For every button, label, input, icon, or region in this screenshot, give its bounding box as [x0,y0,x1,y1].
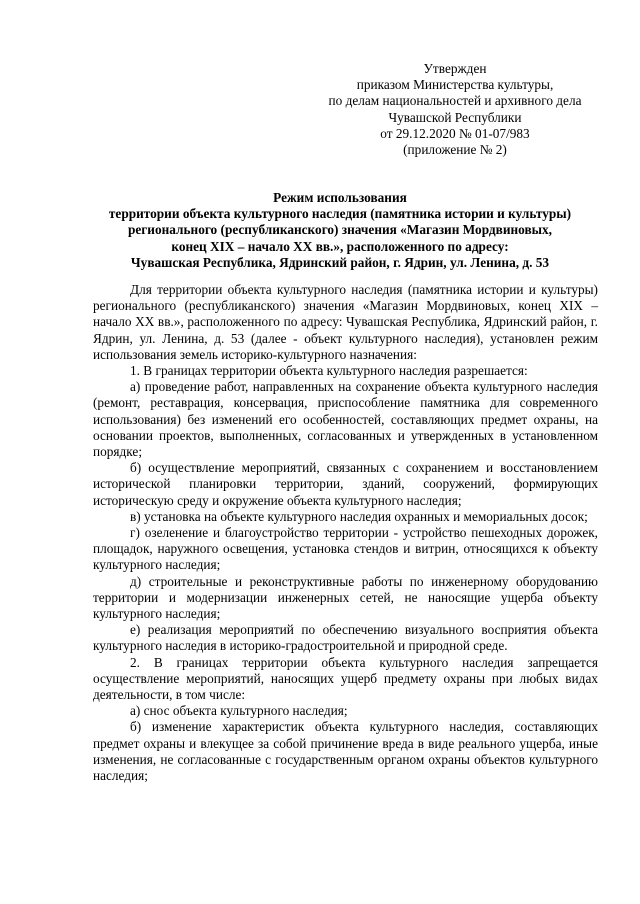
approval-line: приказом Министерства культуры, [356,77,554,93]
section-2-item-b: б) изменение характеристик объекта культурного наследия, составляющих предмет охраны и влекущее за собой причинение вреда в виде реального ущерба, иные изменения, не согласованные с государственным органом охраны объектов культурного наследия; [93,719,598,784]
intro-paragraph: Для территории объекта культурного наследия (памятника истории и культуры) регионального (республиканского) значения «Магазин Мордвиновых, конец XIX – начало XX вв.», расположенного по адресу: Чувашская Республика, Ядринский район, г. Ядрин, ул. Ленина, д. 53 (далее - объект культурного наследия), установлен режим использования земель историко-культурного назначения: [93,282,598,362]
section-1-heading: 1. В границах территории объекта культурного наследия разрешается: [130,363,528,379]
section-1-item-b: б) осуществление мероприятий, связанных с сохранением и восстановлением исторической планировки территории, зданий, сооружений, формирующих историческую среду и окружение объекта культурного наследия; [93,460,598,508]
section-1-item-a: а) проведение работ, направленных на сохранение объекта культурного наследия (ремонт, реставрация, консервация, приспособление памятника для современного использования) без изменений его особенностей, составляющих предмет охраны, на основании проектов, выполненных, согласованных и утвержденных в установленном порядке; [93,379,598,460]
approval-line: (приложение № 2) [403,142,507,158]
title-line: территории объекта культурного наследия (памятника истории и культуры) [108,206,572,222]
title-line: Чувашская Республика, Ядринский район, г. Ядрин, ул. Ленина, д. 53 [130,254,550,270]
section-1-item-d: д) строительные и реконструктивные работы по инженерному оборудованию территории и модернизации инженерных сетей, не наносящие ущерба объекту культурного наследия; [93,573,598,622]
title-line: конец XIX – начало XX вв.», расположенного по адресу: [171,238,509,254]
approval-line: Утвержден [423,61,487,76]
approval-block [300,61,610,158]
section-1-item-g: г) озеленение и благоустройство территории - устройство пешеходных дорожек, площадок, наружного освещения, установка стендов и витрин, относящихся к объекту культурного наследия; [93,525,598,573]
section-1-item-v: в) установка на объекте культурного наследия охранных и мемориальных досок; [130,508,588,524]
document-body [93,282,598,784]
document-title [60,190,620,271]
title-line: регионального (республиканского) значения «Магазин Мордвиновых, [127,222,553,238]
approval-line: по делам национальностей и архивного дела [328,93,582,109]
section-2-item-a: а) снос объекта культурного наследия; [130,703,348,719]
section-1-item-e: е) реализация мероприятий по обеспечению визуального восприятия объекта культурного наследия в историко-градостроительной и природной среде. [93,622,598,654]
approval-line: от 29.12.2020 № 01-07/983 [380,125,530,141]
title-line: Режим использования [273,190,407,205]
approval-line: Чувашской Республики [388,109,522,125]
section-2-heading: 2. В границах территории объекта культурного наследия запрещается осуществление мероприятий, наносящих ущерб предмету охраны при любых видах деятельности, в том числе: [93,654,598,703]
